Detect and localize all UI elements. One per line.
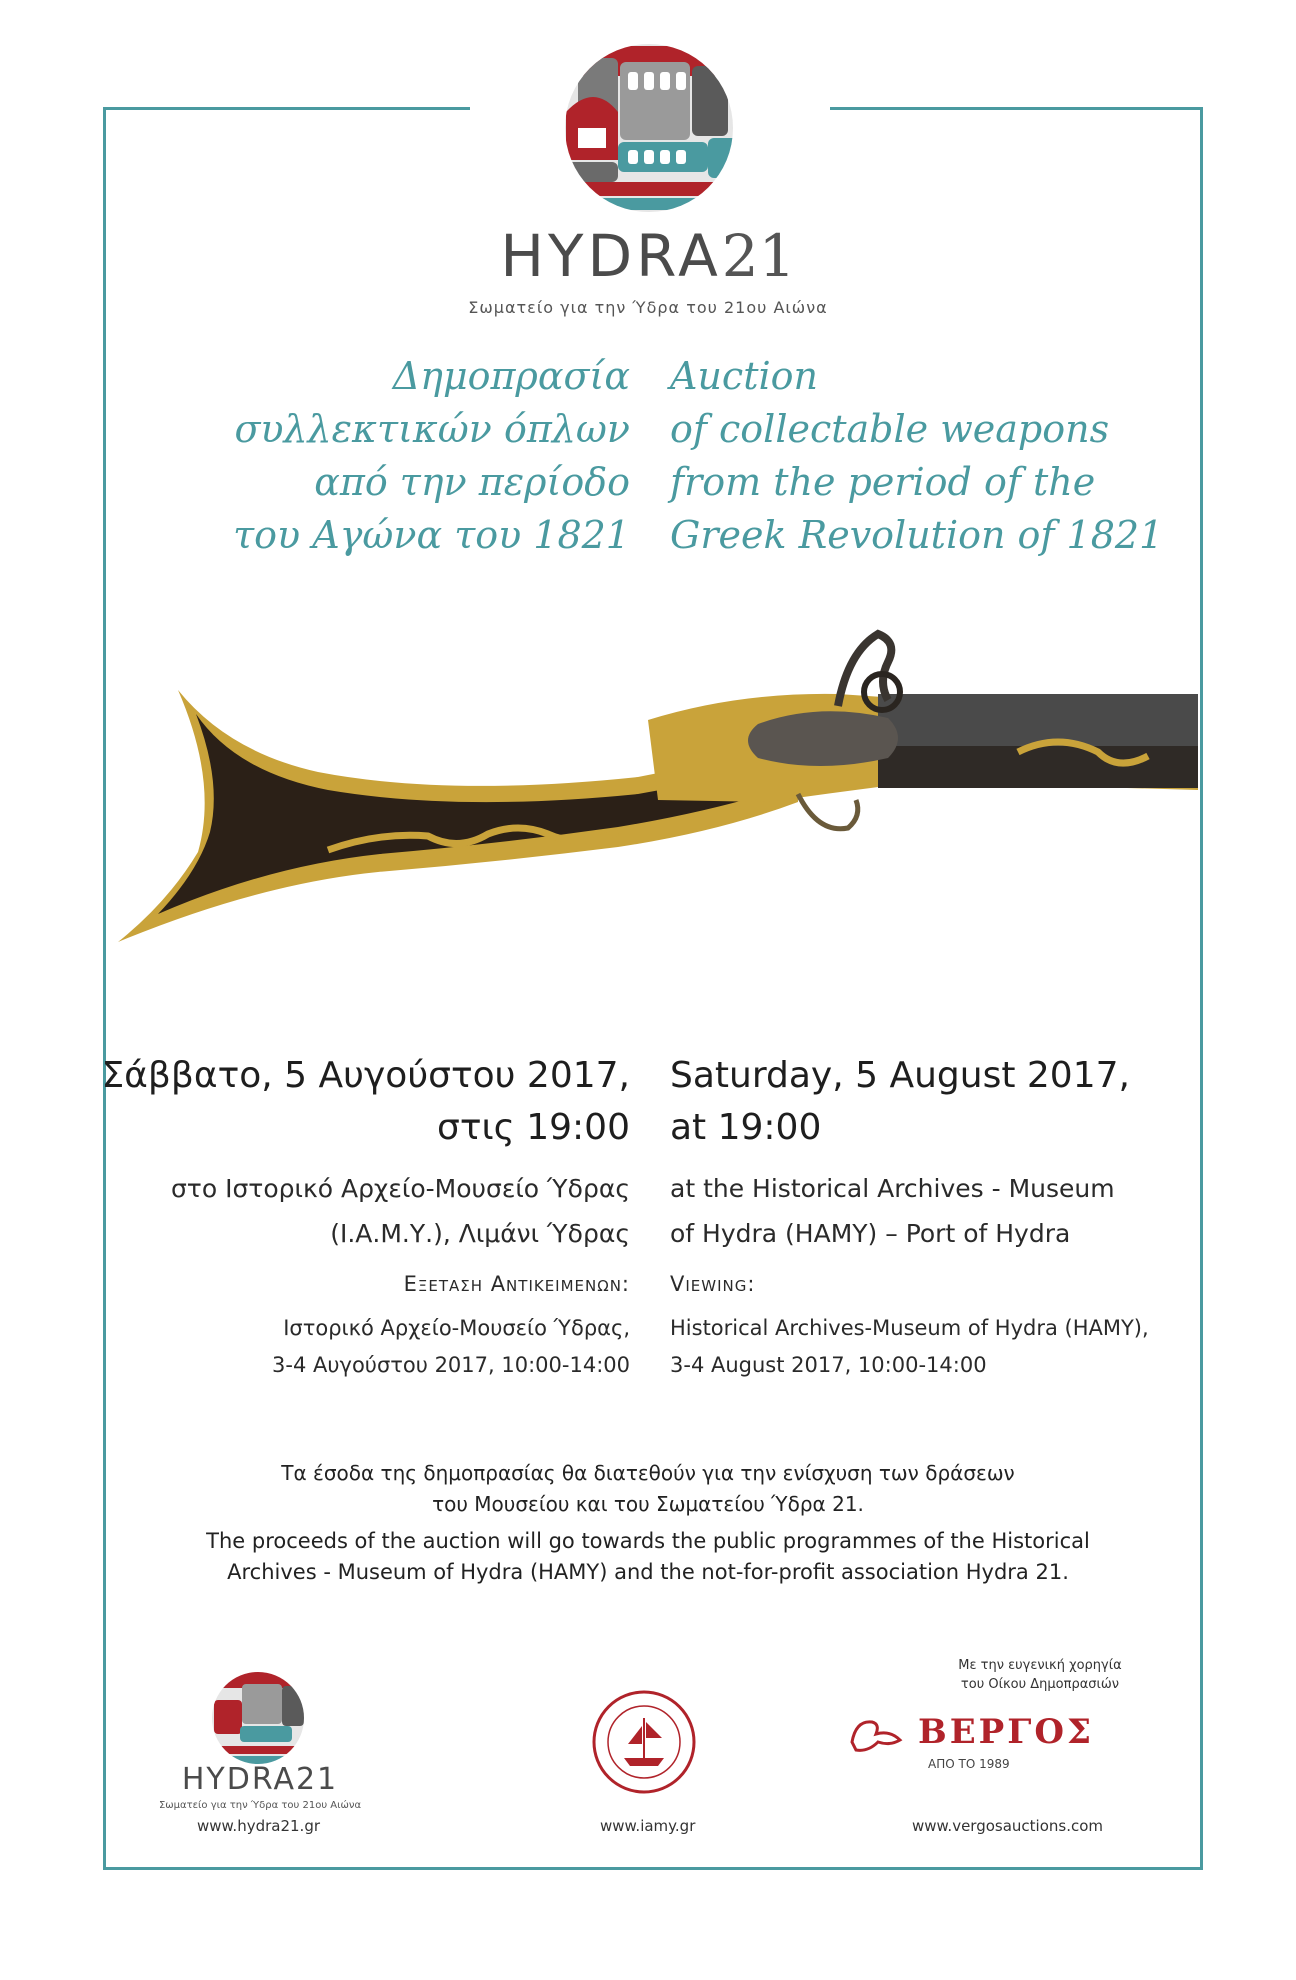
viewing-label-english: Viewing:	[670, 1272, 756, 1296]
url-hydra21[interactable]: www.hydra21.gr	[197, 1817, 321, 1835]
url-iamy[interactable]: www.iamy.gr	[600, 1817, 696, 1835]
title-greek-line: Δημοπρασία	[392, 354, 630, 398]
time-gr-line: στις 19:00	[437, 1107, 630, 1148]
proceeds-gr-line: Τα έσοδα της δημοπρασίας θα διατεθούν για την ενίσχυση των δράσεων	[281, 1461, 1015, 1485]
proceeds-en-line: Archives - Museum of Hydra (HAMY) and the not-for-profit association Hydra 21.	[227, 1560, 1069, 1584]
viewing-english	[670, 1310, 1149, 1384]
venue-greek	[171, 1166, 630, 1256]
venue-en-line: at the Historical Archives - Museum	[670, 1174, 1115, 1203]
title-greek	[233, 350, 630, 562]
viewing-greek	[272, 1310, 630, 1384]
viewing-label-greek: Εξεταση Αντικειμενων:	[403, 1272, 630, 1296]
brand-name: HYDRA21	[500, 222, 796, 290]
viewing-en-line: Historical Archives-Museum of Hydra (HAMY),	[670, 1316, 1149, 1340]
title-english-line: Auction	[670, 354, 818, 398]
title-greek-line: συλλεκτικών όπλων	[234, 407, 630, 451]
sponsor-note-line: Με την ευγενική χορηγία	[958, 1658, 1122, 1673]
url-vergos[interactable]: www.vergosauctions.com	[912, 1817, 1104, 1835]
event-date-greek	[101, 1050, 630, 1154]
title-greek-line: του Αγώνα του 1821	[233, 513, 630, 557]
footer-hydra-subtitle: Σωματείο για την Ύδρα του 21ου Αιώνα	[158, 1800, 362, 1811]
viewing-gr-line: Ιστορικό Αρχείο-Μουσείο Ύδρας,	[283, 1316, 630, 1340]
title-english-line: from the period of the	[670, 460, 1096, 504]
venue-gr-line: (Ι.Α.Μ.Υ.), Λιμάνι Ύδρας	[330, 1219, 630, 1248]
venue-english	[670, 1166, 1115, 1256]
event-date-english	[670, 1050, 1130, 1154]
title-english-line: of collectable weapons	[670, 407, 1110, 451]
sponsor-note-line: του Οίκου Δημοπρασιών	[960, 1677, 1120, 1692]
footer-hydra-name: HYDRA21	[181, 1762, 339, 1797]
venue-gr-line: στο Ιστορικό Αρχείο-Μουσείο Ύδρας	[170, 1174, 630, 1203]
sponsor-note	[900, 1656, 1180, 1694]
vergos-name: ΒΕΡΓΟΣ	[918, 1712, 1095, 1752]
iamy-seal-icon	[590, 1688, 698, 1796]
time-en-line: at 19:00	[670, 1107, 822, 1148]
date-en-line: Saturday, 5 August 2017,	[670, 1055, 1130, 1096]
flintlock-rifle-image	[118, 622, 1198, 952]
proceeds-gr-line: του Μουσείου και του Σωματείου Ύδρα 21.	[432, 1492, 864, 1516]
viewing-gr-line: 3-4 Αυγούστου 2017, 10:00-14:00	[272, 1353, 630, 1377]
vergos-seahorse-icon	[846, 1712, 906, 1758]
venue-en-line: of Hydra (HAMY) – Port of Hydra	[670, 1219, 1071, 1248]
hydra21-logo-emblem	[558, 42, 740, 214]
title-english-line: Greek Revolution of 1821	[670, 513, 1164, 557]
proceeds-english	[0, 1526, 1296, 1588]
title-english	[670, 350, 1163, 562]
vergos-since: ΑΠΟ ΤΟ 1989	[928, 1757, 1010, 1771]
proceeds-en-line: The proceeds of the auction will go towards the public programmes of the Historical	[206, 1529, 1090, 1553]
viewing-en-line: 3-4 August 2017, 10:00-14:00	[670, 1353, 987, 1377]
title-greek-line: από την περίοδο	[314, 460, 630, 504]
hydra21-footer-logo-icon	[210, 1670, 306, 1766]
date-gr-line: Σάββατο, 5 Αυγούστου 2017,	[101, 1055, 630, 1096]
brand-subtitle: Σωματείο για την Ύδρα του 21ου Αιώνα	[468, 298, 828, 317]
proceeds-greek	[0, 1458, 1296, 1520]
